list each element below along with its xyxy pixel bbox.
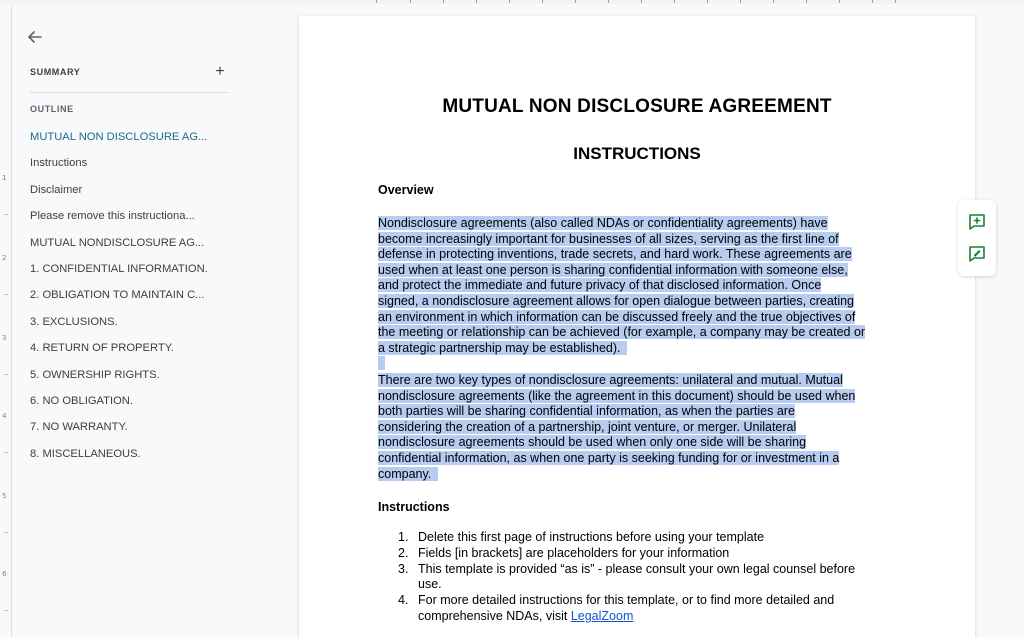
summary-row [30,64,228,82]
outline-item-return-of-property[interactable]: 4. RETURN OF PROPERTY. [30,342,174,355]
list-item[interactable] [398,593,878,625]
list-item[interactable] [398,562,878,594]
ruler-tick [443,0,444,3]
overview-paragraph-1[interactable] [378,216,898,372]
selected-text-line[interactable]: confidential information, as when one party is seeking funding for or investment in a [378,450,840,465]
ruler-number: 6 [2,570,7,578]
ruler-tick [740,0,741,3]
ruler-tick [839,0,840,3]
outline-item-confidential-information[interactable]: 1. CONFIDENTIAL INFORMATION. [30,262,208,275]
selected-text-line[interactable]: company. [378,466,432,481]
outline-item-no-warranty[interactable]: 7. NO WARRANTY. [30,421,128,434]
list-number: 3. [398,561,409,576]
selected-text-line[interactable]: nondisclosure agreements should be used when only one side will be sharing [378,435,807,450]
selected-text-line[interactable]: Nondisclosure agreements (also called NDAs or confidentiality agreements) have [378,216,828,230]
list-number: 4. [398,593,409,608]
document-page[interactable] [299,16,975,637]
ruler-tick [872,0,873,3]
ruler-tick [674,0,675,3]
add-comment-icon[interactable] [967,212,987,232]
ruler-tick [773,0,774,3]
selected-text-line[interactable]: both parties will be sharing confidential information, as when the parties are [378,404,795,419]
ruler-tick [4,294,8,295]
ruler-tick [4,214,8,215]
ruler-tick [575,0,576,3]
summary-label: SUMMARY [30,67,81,77]
ruler-tick [4,452,8,453]
selected-text-line[interactable]: a strategic partnership may be established). [378,340,621,355]
overview-heading[interactable]: Overview [378,183,434,197]
outline-item-ownership-rights[interactable]: 5. OWNERSHIP RIGHTS. [30,368,160,381]
outline-sidebar [12,4,240,637]
list-item-text[interactable]: For more detailed instructions for this template, or to find more detailed and comprehensive NDAs, visit [418,593,835,623]
selected-text-line[interactable]: nondisclosure agreements (like the agreement in this document) should be used when [378,388,856,403]
overview-paragraph-2[interactable] [378,373,898,482]
ruler-number: 1 [2,174,7,182]
outline-item-miscellaneous[interactable]: 8. MISCELLANEOUS. [30,447,141,460]
ruler-number: 4 [2,412,7,420]
back-arrow-icon[interactable] [24,26,46,48]
ruler-tick [542,0,543,3]
add-summary-button[interactable]: + [215,63,225,80]
selected-text-line[interactable]: considering the creation of a partnership, joint venture, or merger. Unilateral [378,419,797,434]
ruler-tick [410,0,411,3]
selected-text-line[interactable]: defense in protecting inventions, trade secrets, and hard work. These agreements are [378,247,852,262]
list-item-text[interactable]: Delete this first page of instructions before using your template [418,530,765,544]
instructions-heading[interactable]: Instructions [378,500,450,514]
list-item[interactable] [398,530,878,546]
ruler-tick [4,610,8,611]
ruler-tick [476,0,477,3]
list-number: 2. [398,545,409,560]
ruler-tick [608,0,609,3]
ruler-number: 5 [2,492,7,500]
ruler-tick [376,0,377,3]
selection-gap [431,467,438,481]
ruler-tick [4,374,8,375]
selected-text-line[interactable]: an environment in which information can be discussed freely and the true objectives of [378,309,856,324]
suggest-edits-icon[interactable] [967,244,987,264]
outline-item-disclaimer[interactable]: Disclaimer [30,183,83,196]
side-actions-panel [958,200,996,276]
selected-text-line[interactable]: signed, a nondisclosure agreement allows for open dialogue between parties, creating [378,293,854,308]
instructions-list [378,530,878,625]
selected-text-line[interactable]: the meeting or relationship can be achieved (for example, a company may be created or [378,325,866,340]
list-item-text[interactable]: This template is provided “as is” - please consult your own legal counsel before use. [418,561,856,592]
ruler-tick [509,0,510,3]
ruler-tick [806,0,807,3]
selection-gap [378,356,385,370]
outline-item-agreement[interactable]: MUTUAL NONDISCLOSURE AG... [30,236,205,249]
ruler-tick [641,0,642,3]
ruler-tick [707,0,708,3]
ruler-number: 3 [2,334,7,342]
selected-text-line[interactable]: There are two key types of nondisclosure agreements: unilateral and mutual. Mutual [378,373,843,387]
legalzoom-link[interactable]: LegalZoom [570,608,634,623]
ruler-tick [895,0,896,3]
outline-item-title[interactable]: MUTUAL NON DISCLOSURE AG... [12,128,240,154]
list-item[interactable] [398,546,878,562]
outline-item-obligation[interactable]: 2. OBLIGATION TO MAINTAIN C... [30,289,205,302]
selected-text-line[interactable]: used when at least one person is sharing confidential information with someone else, [378,262,848,277]
selected-text-line[interactable]: and protect the immediate and future privacy of that disclosed information. Once [378,278,822,293]
document-subtitle[interactable]: INSTRUCTIONS [573,144,701,163]
outline-item-remove-instructions[interactable]: Please remove this instructiona... [30,210,195,223]
ruler-tick [4,532,8,533]
ruler-number: 2 [2,254,7,262]
outline-item-no-obligation[interactable]: 6. NO OBLIGATION. [30,394,133,407]
list-number: 1. [398,530,409,544]
sidebar-divider [30,92,228,93]
outline-item-instructions[interactable]: Instructions [30,157,88,170]
selection-gap [621,341,628,355]
outline-list [12,128,240,471]
document-title[interactable]: MUTUAL NON DISCLOSURE AGREEMENT [442,96,832,117]
list-item-text[interactable]: Fields [in brackets] are placeholders for your information [418,545,730,560]
selected-text-line[interactable]: become increasingly important for businesses of all sizes, serving as the first line of [378,231,839,246]
vertical-ruler [0,4,12,637]
outline-label: OUTLINE [30,104,74,114]
outline-item-exclusions[interactable]: 3. EXCLUSIONS. [30,315,118,328]
